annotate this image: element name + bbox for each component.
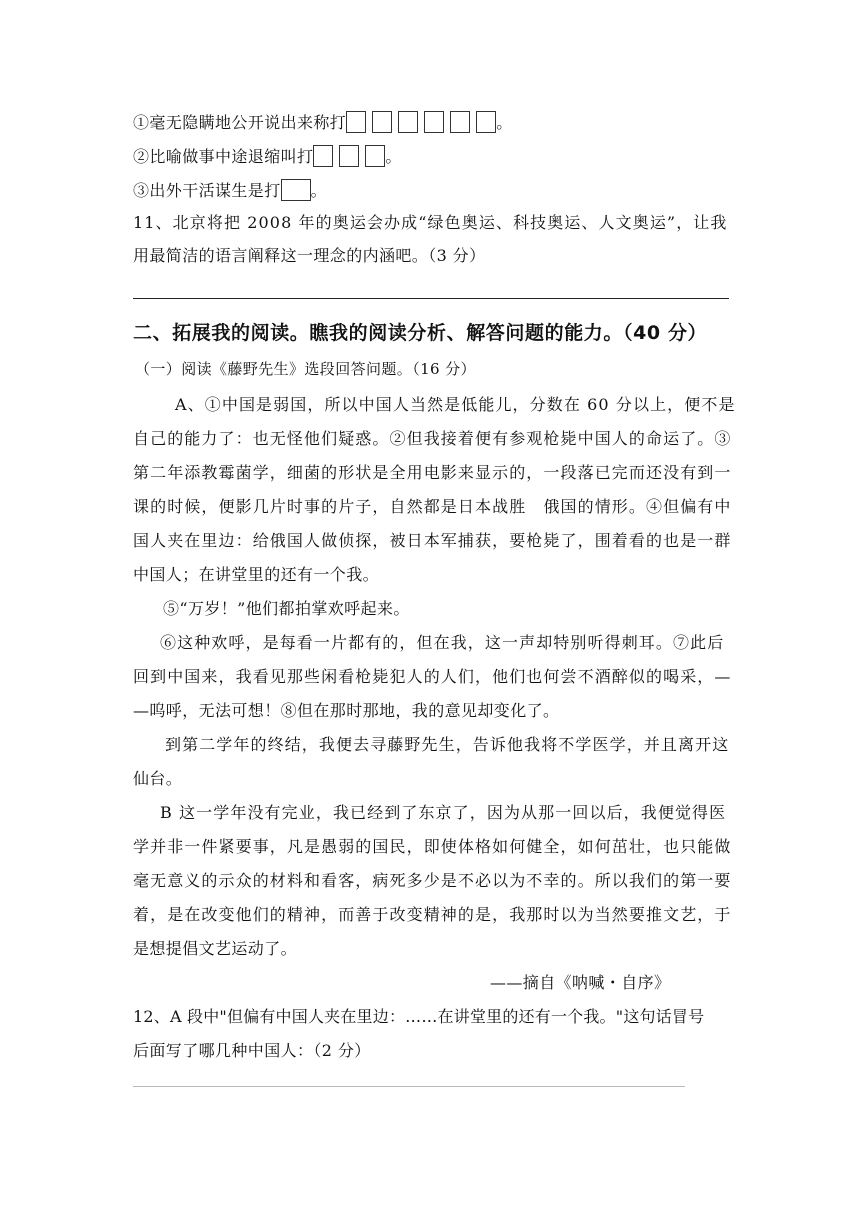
answer-box[interactable] [476,111,496,133]
passage-line: 回到中国来，我看见那些闲看枪毙犯人的人们，他们也何尝不酒醉似的喝采，— [133,667,732,686]
answer-line[interactable] [133,1086,685,1087]
passage-source: ——摘自《呐喊・自序》 [490,973,671,992]
passage-line: 国人夹在里边：给俄国人做侦探，被日本军捕获，要枪毙了，围着看的也是一群 [133,531,732,550]
passage-line: 课的时候，便影几片时事的片子，自然都是日本战胜 俄国的情形。④但偏有中 [133,497,732,516]
passage-line: 到第二学年的终结，我便去寻藤野先生，告诉他我将不学医学，并且离开这 [165,735,730,754]
answer-box[interactable] [372,111,392,133]
fill-item-2 [133,145,402,167]
answer-box[interactable] [365,145,385,167]
passage-line: B 这一学年没有完业，我已经到了东京了，因为从那一回以后，我便觉得医 [160,803,727,822]
fill-item-1-text: ①毫无隐瞒地公开说出来称打 [133,113,347,132]
fill-item-1-suffix: 。 [496,113,513,132]
passage-line: —呜呼，无法可想！⑧但在那时那地，我的意见却变化了。 [133,701,560,720]
question-12-line-2: 后面写了哪几种中国人：（2 分） [133,1041,371,1060]
answer-box[interactable] [339,145,359,167]
passage-line: 学并非一件紧要事，凡是愚弱的国民，即使体格如何健全，如何茁壮，也只能做 [133,837,732,856]
fill-item-2-suffix: 。 [385,147,402,166]
passage-line: 仙台。 [133,769,183,788]
fill-item-1 [133,111,513,133]
answer-line[interactable] [133,298,729,299]
section-title: 二、拓展我的阅读。瞧我的阅读分析、解答问题的能力。（40 分） [133,322,708,344]
fill-item-3 [133,179,327,201]
answer-box[interactable] [424,111,444,133]
question-11-line-2: 用最简洁的语言阐释这一理念的内涵吧。（3 分） [133,246,486,265]
fill-item-2-text: ②比喻做事中途退缩叫打 [133,147,314,166]
fill-item-3-suffix: 。 [310,181,328,200]
passage-line: 自己的能力了：也无怪他们疑惑。②但我接着便有参观枪毙中国人的命运了。③ [133,429,732,448]
answer-box[interactable] [281,179,311,201]
passage-line: 毫无意义的示众的材料和看客，病死多少是不必以为不幸的。所以我们的第一要 [133,871,732,890]
passage-line: A、①中国是弱国，所以中国人当然是低能儿，分数在 60 分以上，便不是 [175,395,736,414]
answer-box[interactable] [313,145,333,167]
passage-line: ⑤“万岁！”他们都拍掌欢呼起来。 [163,599,410,618]
fill-item-3-text: ③出外干活谋生是打 [133,181,281,200]
passage-line: 着，是在改变他们的精神，而善于改变精神的是，我那时以为当然要推文艺，于 [133,905,732,924]
answer-box[interactable] [398,111,418,133]
passage-line: 是想提倡文艺运动了。 [133,939,298,958]
passage-line: ⑥这种欢呼，是每看一片都有的，但在我，这一声却特别听得刺耳。⑦此后 [160,633,725,652]
passage-line: 第二年添教霉菌学，细菌的形状是全用电影来显示的，一段落已完而还没有到一 [133,463,732,482]
passage-line: 中国人；在讲堂里的还有一个我。 [133,565,380,584]
answer-box[interactable] [346,111,366,133]
answer-box[interactable] [450,111,470,133]
question-12-line-1: 12、A 段中"但偏有中国人夹在里边：……在讲堂里的还有一个我。"这句话冒号 [133,1007,705,1026]
subsection-title: （一）阅读《藤野先生》选段回答问题。（16 分） [135,360,476,378]
question-11-line-1: 11、北京将把 2008 年的奥运会办成“绿色奥运、科技奥运、人文奥运”，让我 [133,213,728,232]
